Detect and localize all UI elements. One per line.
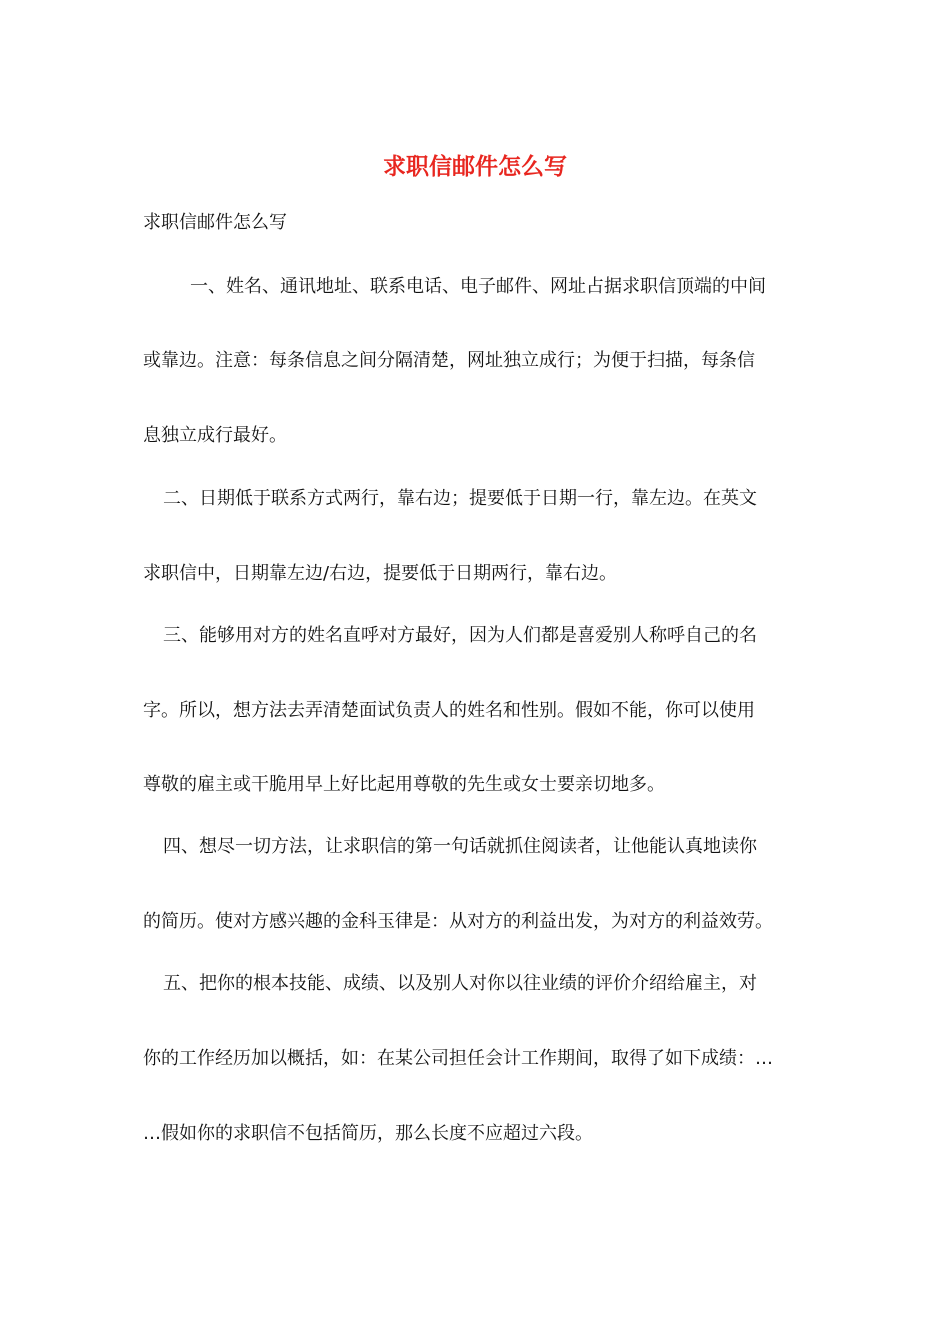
- paragraph-1-line-1: 一、姓名、通讯地址、联系电话、电子邮件、网址占据求职信顶端的中间: [190, 276, 766, 297]
- paragraph-3-line-3: 尊敬的雇主或干脆用早上好比起用尊敬的先生或女士要亲切地多。: [143, 774, 665, 795]
- document-subtitle: 求职信邮件怎么写: [143, 212, 287, 233]
- paragraph-1-line-3: 息独立成行最好。: [143, 425, 287, 446]
- paragraph-1-line-2: 或靠边。注意：每条信息之间分隔清楚，网址独立成行；为便于扫描，每条信: [143, 350, 755, 371]
- paragraph-3-line-1: 三、能够用对方的姓名直呼对方最好，因为人们都是喜爱别人称呼自己的名: [163, 625, 757, 646]
- paragraph-5-line-3: …假如你的求职信不包括简历，那么长度不应超过六段。: [143, 1123, 593, 1144]
- paragraph-3-line-2: 字。所以，想方法去弄清楚面试负责人的姓名和性别。假如不能，你可以使用: [143, 700, 755, 721]
- paragraph-2-line-1: 二、日期低于联系方式两行，靠右边；提要低于日期一行，靠左边。在英文: [163, 488, 757, 509]
- paragraph-4-line-1: 四、想尽一切方法，让求职信的第一句话就抓住阅读者，让他能认真地读你: [163, 836, 757, 857]
- document-title: 求职信邮件怎么写: [383, 153, 567, 180]
- paragraph-5-line-2: 你的工作经历加以概括，如：在某公司担任会计工作期间，取得了如下成绩：…: [143, 1048, 773, 1069]
- paragraph-5-line-1: 五、把你的根本技能、成绩、以及别人对你以往业绩的评价介绍给雇主，对: [163, 973, 757, 994]
- paragraph-2-line-2: 求职信中，日期靠左边/右边，提要低于日期两行，靠右边。: [143, 563, 618, 584]
- paragraph-4-line-2: 的简历。使对方感兴趣的金科玉律是：从对方的利益出发，为对方的利益效劳。: [143, 911, 773, 932]
